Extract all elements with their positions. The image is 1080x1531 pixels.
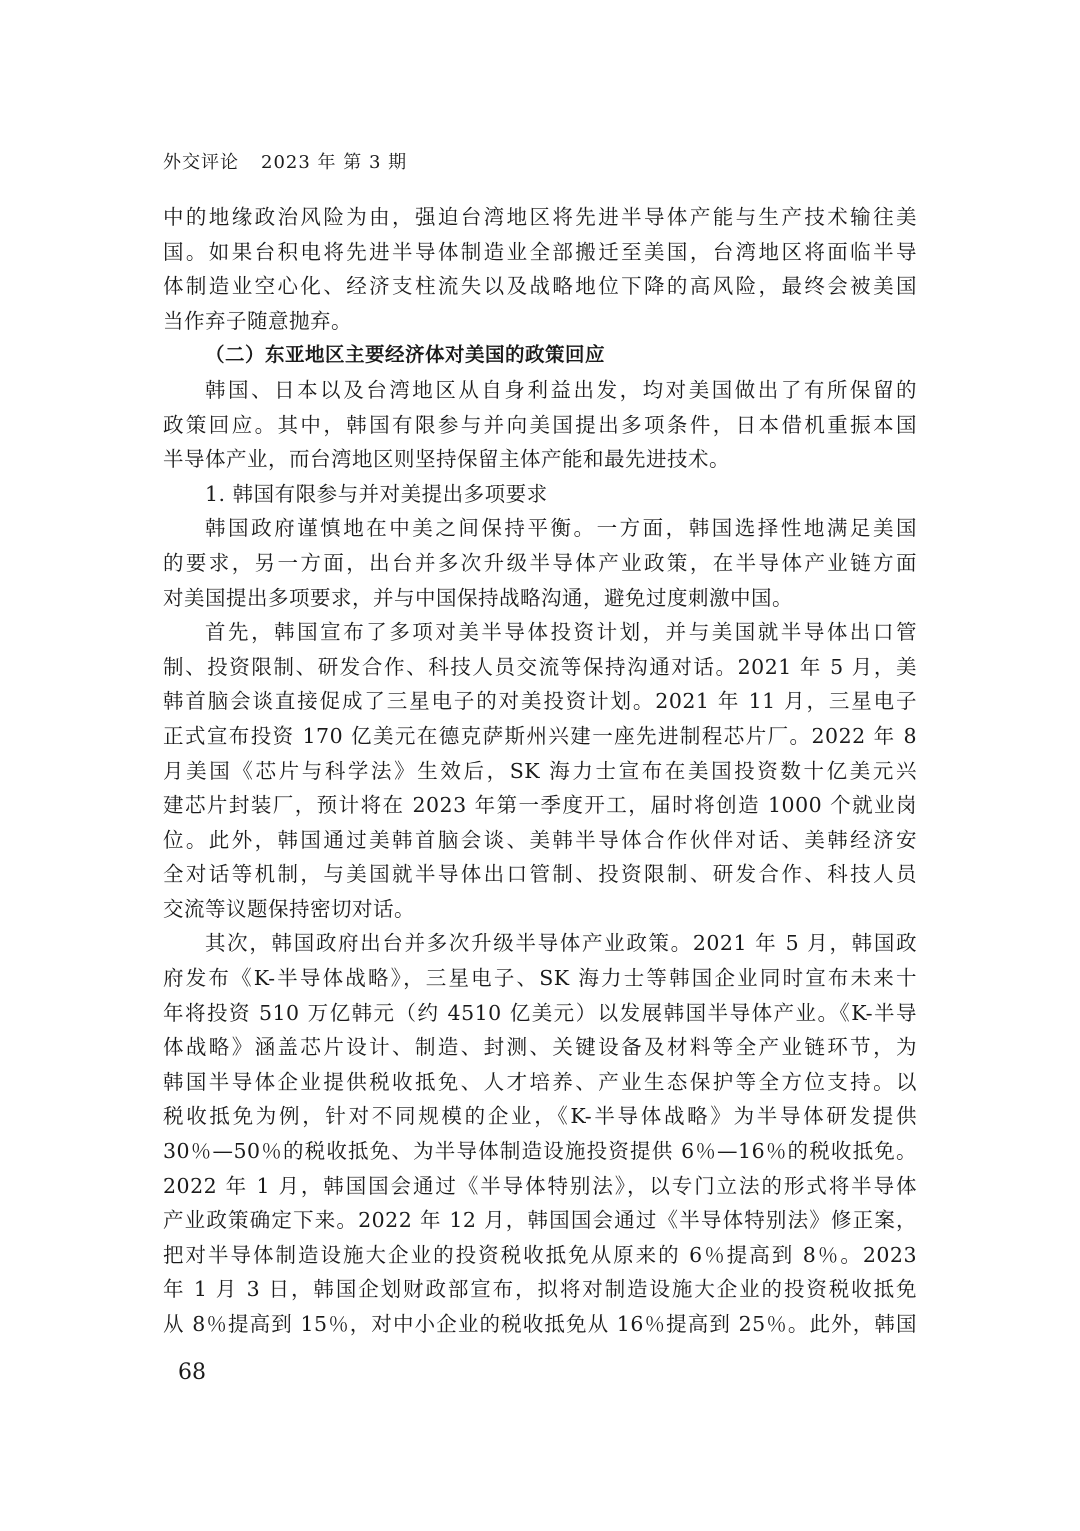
text-line: 政策回应。其中，韩国有限参与并向美国提出多项条件，日本借机重振本国 [163, 412, 917, 437]
text-line: 首先，韩国宣布了多项对美半导体投资计划，并与美国就半导体出口管 [205, 620, 917, 645]
text-line: 体制造业空心化、经济支柱流失以及战略地位下降的高风险，最终会被美国 [163, 274, 917, 299]
text-line: 韩国政府谨慎地在中美之间保持平衡。一方面，韩国选择性地满足美国 [205, 516, 917, 541]
text-line: 中的地缘政治风险为由，强迫台湾地区将先进半导体产能与生产技术输往美 [163, 205, 917, 229]
text-line: 全对话等机制，与美国就半导体出口管制、投资限制、研发合作、科技人员 [163, 862, 917, 887]
text-line: 体战略》涵盖芯片设计、制造、封测、关键设备及材料等全产业链环节，为 [163, 1035, 917, 1060]
text-line: 其次，韩国政府出台并多次升级半导体产业政策。2021 年 5 月，韩国政 [205, 931, 917, 956]
text-line: 2022 年 1 月，韩国国会通过《半导体特别法》，以专门立法的形式将半导体 [163, 1173, 917, 1198]
text-line: 年将投资 510 万亿韩元（约 4510 亿美元）以发展韩国半导体产业。《K-半导 [163, 1000, 917, 1025]
text-line: 30％—50％的税收抵免、为半导体制造设施投资提供 6％—16％的税收抵免。 [163, 1139, 917, 1164]
page-number: 68 [178, 1360, 206, 1385]
text-line: 半导体产业，而台湾地区则坚持保留主体产能和最先进技术。 [163, 447, 730, 472]
text-line: 1. 韩国有限参与并对美提出多项要求 [205, 481, 548, 506]
text-line: 位。此外，韩国通过美韩首脑会谈、美韩半导体合作伙伴对话、美韩经济安 [163, 827, 917, 852]
text-line: 建芯片封装厂，预计将在 2023 年第一季度开工，届时将创造 1000 个就业岗 [163, 793, 917, 818]
text-line: 年 1 月 3 日，韩国企划财政部宣布，拟将对制造设施大企业的投资税收抵免 [163, 1277, 917, 1302]
text-line: 当作弃子随意抛弃。 [163, 308, 352, 333]
text-line: 交流等议题保持密切对话。 [163, 896, 415, 921]
article-body [163, 200, 917, 1342]
text-line: 韩国、日本以及台湾地区从自身利益出发，均对美国做出了有所保留的 [205, 377, 917, 402]
text-line: 把对半导体制造设施大企业的投资税收抵免从原来的 6％提高到 8％。2023 [163, 1242, 917, 1267]
text-line: 国。如果台积电将先进半导体制造业全部搬迁至美国，台湾地区将面临半导 [163, 239, 917, 264]
text-line: 韩首脑会谈直接促成了三星电子的对美投资计划。2021 年 11 月，三星电子 [163, 689, 917, 714]
section-heading: （二）东亚地区主要经济体对美国的政策回应 [205, 343, 606, 367]
text-line: 对美国提出多项要求，并与中国保持战略沟通，避免过度刺激中国。 [163, 585, 793, 610]
text-line: 从 8％提高到 15％，对中小企业的税收抵免从 16％提高到 25％。此外，韩国 [163, 1312, 917, 1336]
issue-info: 2023 年 第 3 期 [261, 152, 408, 173]
text-line: 税收抵免为例，针对不同规模的企业，《K-半导体战略》为半导体研发提供 [163, 1104, 917, 1129]
journal-name: 外交评论 [163, 152, 239, 173]
text-line: 产业政策确定下来。2022 年 12 月，韩国国会通过《半导体特别法》修正案， [163, 1208, 917, 1233]
text-line: 的要求，另一方面，出台并多次升级半导体产业政策，在半导体产业链方面 [163, 550, 917, 575]
text-line: 府发布《K-半导体战略》，三星电子、SK 海力士等韩国企业同时宣布未来十 [163, 966, 917, 991]
text-line: 正式宣布投资 170 亿美元在德克萨斯州兴建一座先进制程芯片厂。2022 年 8 [163, 723, 917, 748]
running-header [163, 148, 407, 174]
text-line: 月美国《芯片与科学法》生效后，SK 海力士宣布在美国投资数十亿美元兴 [163, 758, 917, 783]
text-line: 制、投资限制、研发合作、科技人员交流等保持沟通对话。2021 年 5 月，美 [163, 654, 917, 679]
text-line: 韩国半导体企业提供税收抵免、人才培养、产业生态保护等全方位支持。以 [163, 1069, 917, 1094]
